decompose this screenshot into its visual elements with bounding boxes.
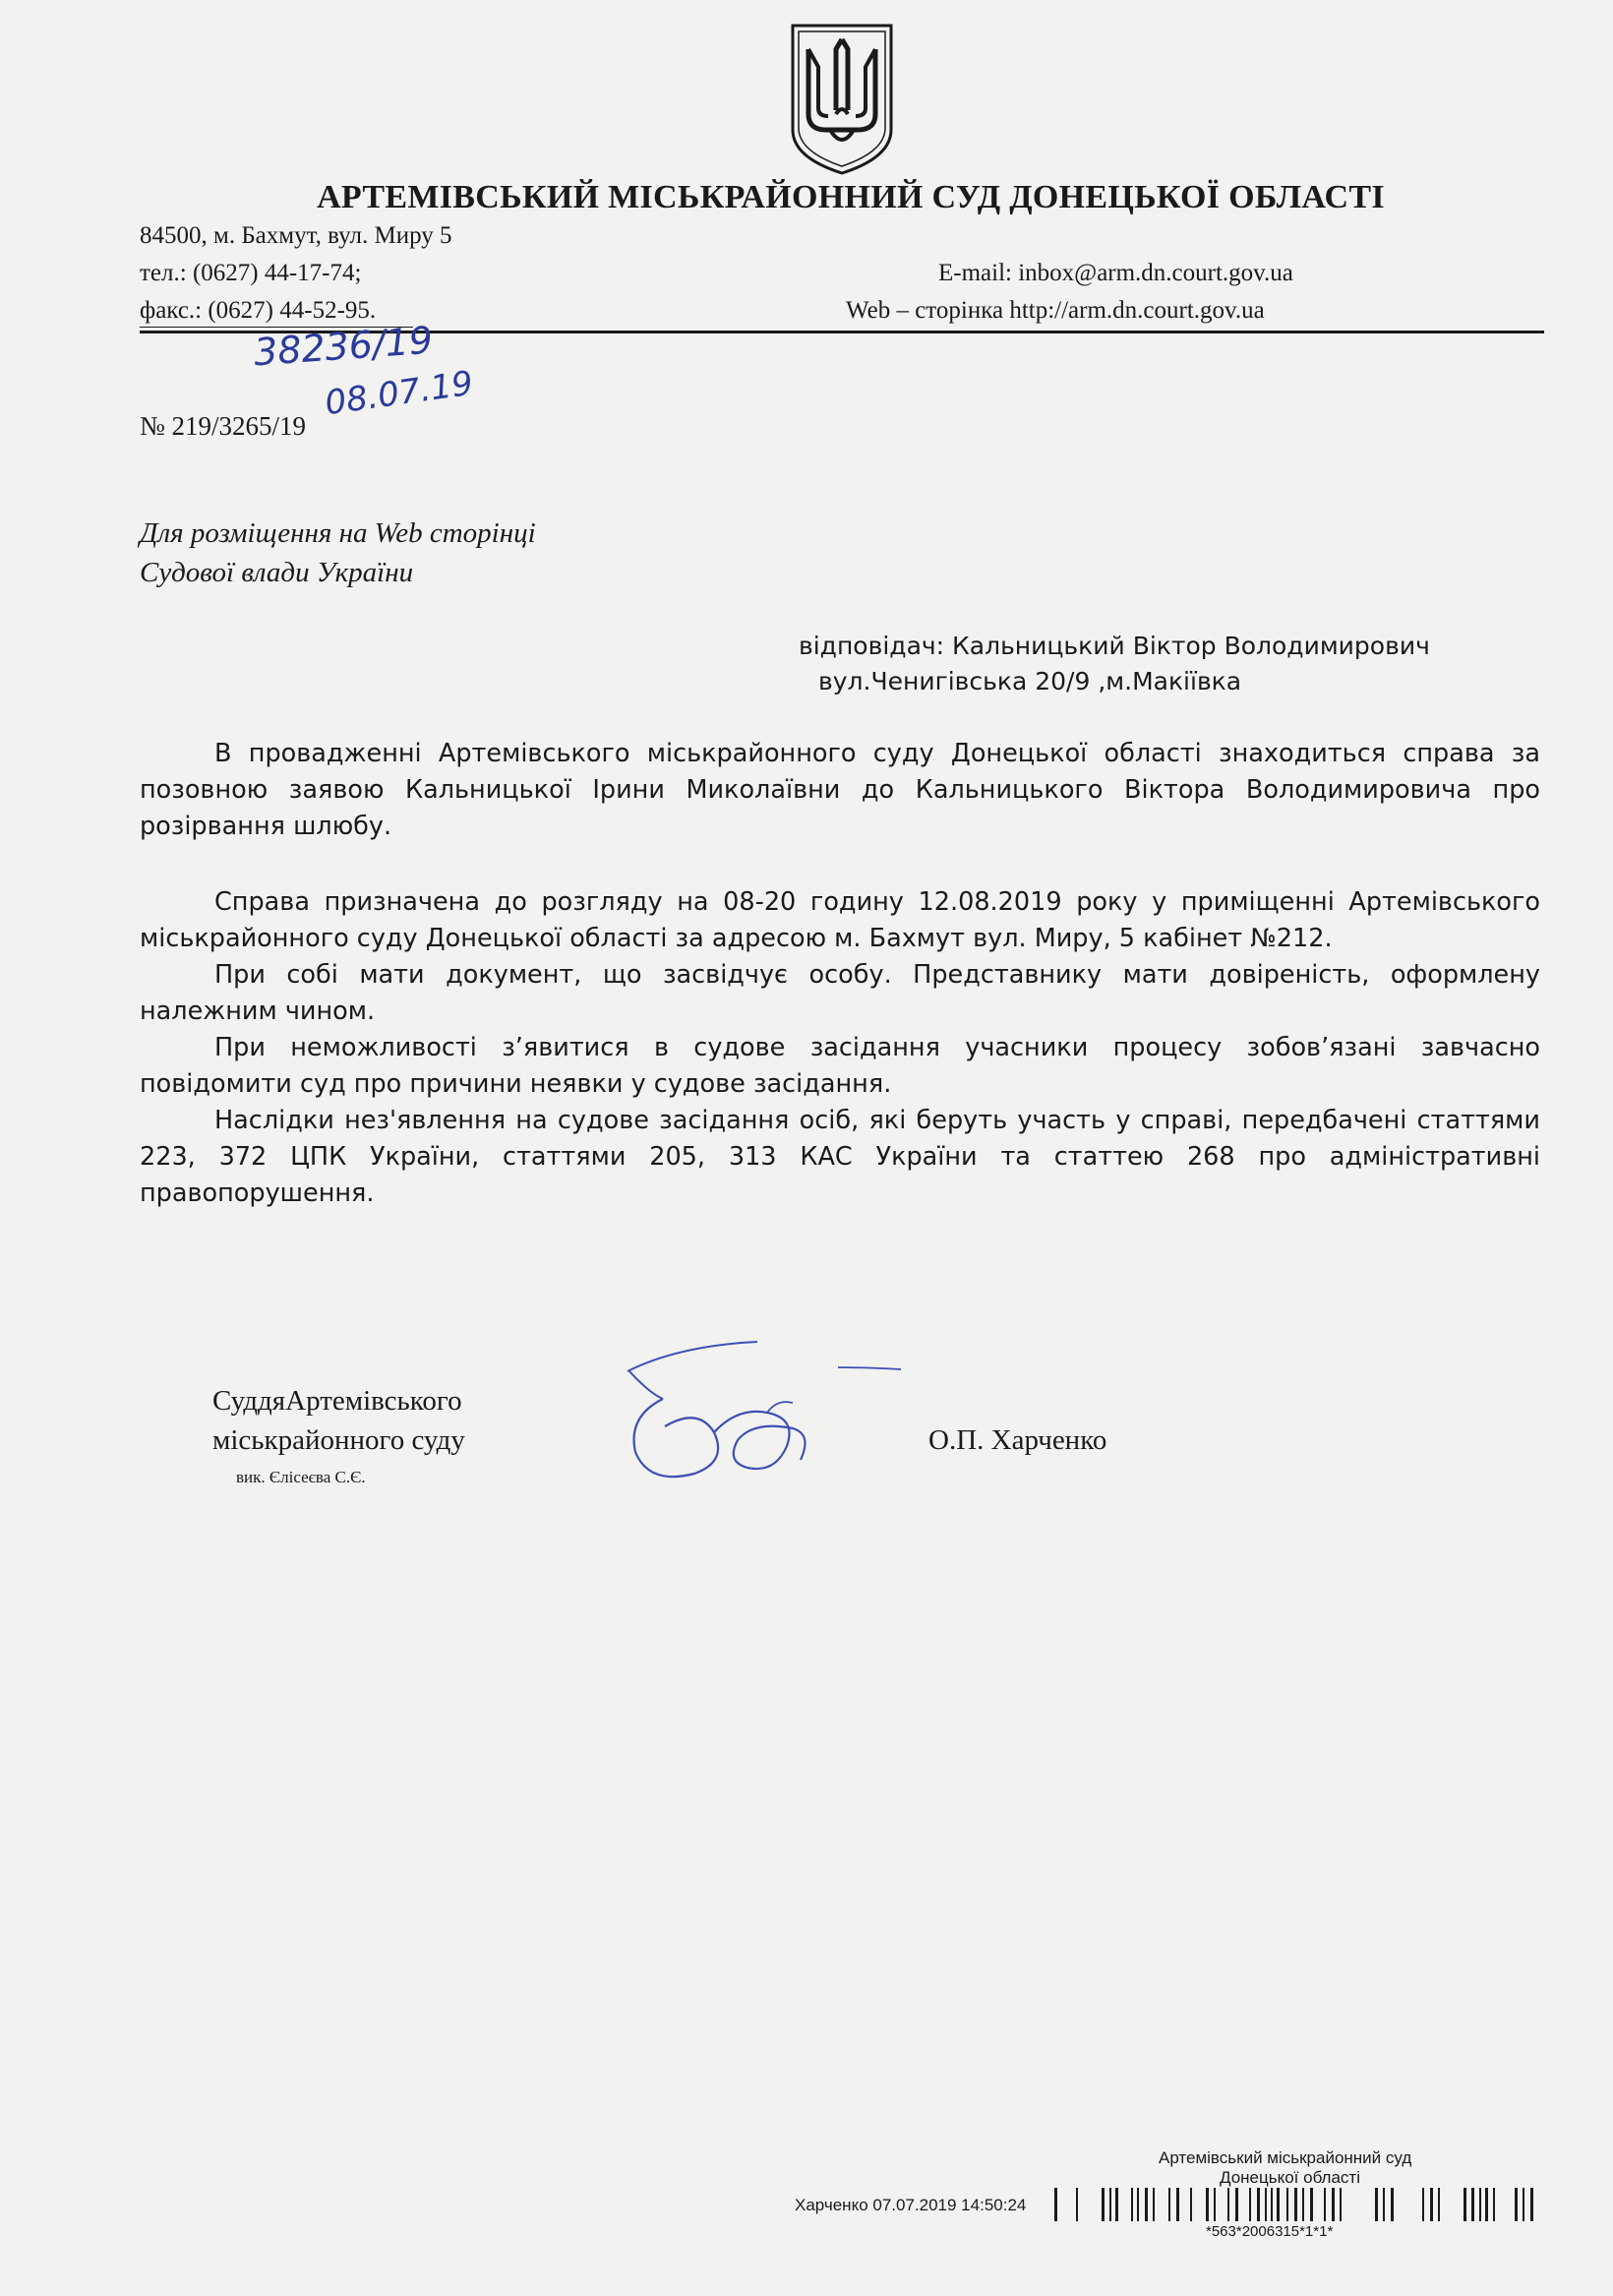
executor-note: вик. Єлісеєва С.Є. — [236, 1468, 366, 1486]
footer-org-line-1: Артемівський міськрайонний суд — [1159, 2148, 1412, 2167]
court-phone: тел.: (0627) 44-17-74; — [140, 260, 362, 286]
court-name: АРТЕМІВСЬКИЙ МІСЬКРАЙОННИЙ СУД ДОНЕЦЬКОЇ ОБЛАСТІ — [317, 179, 1385, 215]
purpose-line-1: Для розміщення на Web сторінці — [140, 517, 536, 549]
body-paragraph: Наслідки нез'явлення на судове засідання осіб, які беруть участь у справі, передбачені статтями 223, 372 ЦПК України, статтями 205, 313 КАС України та статтею 268 про адміністративні правопорушення. — [140, 1106, 1540, 1208]
recipient-line-1: відповідач: Кальницький Віктор Володимирович — [799, 632, 1430, 660]
body-paragraph: В провадженні Артемівського міськрайонного суду Донецької області знаходиться справа за позовною заявою Кальницької Ірини Миколаївни до Кальницького Віктора Володимировича про розірвання шлюбу. — [140, 739, 1540, 841]
purpose-line-2: Судової влади України — [140, 557, 414, 588]
body-paragraph: При собі мати документ, що засвідчує особу. Представнику мати довіреність, оформлену належним чином. — [140, 960, 1540, 1026]
handwritten-signature — [620, 1338, 915, 1495]
footer-stamp: Харченко 07.07.2019 14:50:24 — [795, 2196, 1027, 2214]
outgoing-number: № 219/3265/19 — [140, 411, 307, 441]
barcode — [1054, 2186, 1538, 2223]
judge-title-line-2: міськрайонного суду — [212, 1424, 465, 1456]
judge-name: О.П. Харченко — [928, 1424, 1107, 1456]
trident-emblem — [785, 20, 899, 177]
body-paragraph: Справа призначена до розгляду на 08-20 годину 12.08.2019 року у приміщенні Артемівського міськрайонного суду Донецької області за адресою м. Бахмут вул. Миру, 5 кабінет №212. — [140, 887, 1540, 953]
handwritten-reg-date: 08.07.19 — [322, 363, 476, 424]
body-paragraph: При неможливості з’явитися в судове засідання учасники процесу зобов’язані завчасно повідомити суд про причини неявки у судове засідання. — [140, 1033, 1540, 1099]
court-fax: факс.: (0627) 44-52-95. — [140, 297, 377, 324]
notice-body — [140, 736, 1540, 1212]
recipient-line-2: вул.Ченигівська 20/9 ,м.Макіївка — [818, 667, 1242, 695]
court-email: E-mail: inbox@arm.dn.court.gov.ua — [938, 260, 1293, 286]
court-web: Web – сторінка http://arm.dn.court.gov.ua — [846, 297, 1265, 324]
court-address: 84500, м. Бахмут, вул. Миру 5 — [140, 222, 452, 249]
barcode-text: *563*2006315*1*1* — [1206, 2223, 1334, 2240]
footer-org-line-2: Донецької області — [1220, 2168, 1360, 2187]
judge-title-line-1: СуддяАртемівського — [212, 1385, 462, 1417]
handwritten-reg-number: 38236/19 — [252, 318, 435, 375]
